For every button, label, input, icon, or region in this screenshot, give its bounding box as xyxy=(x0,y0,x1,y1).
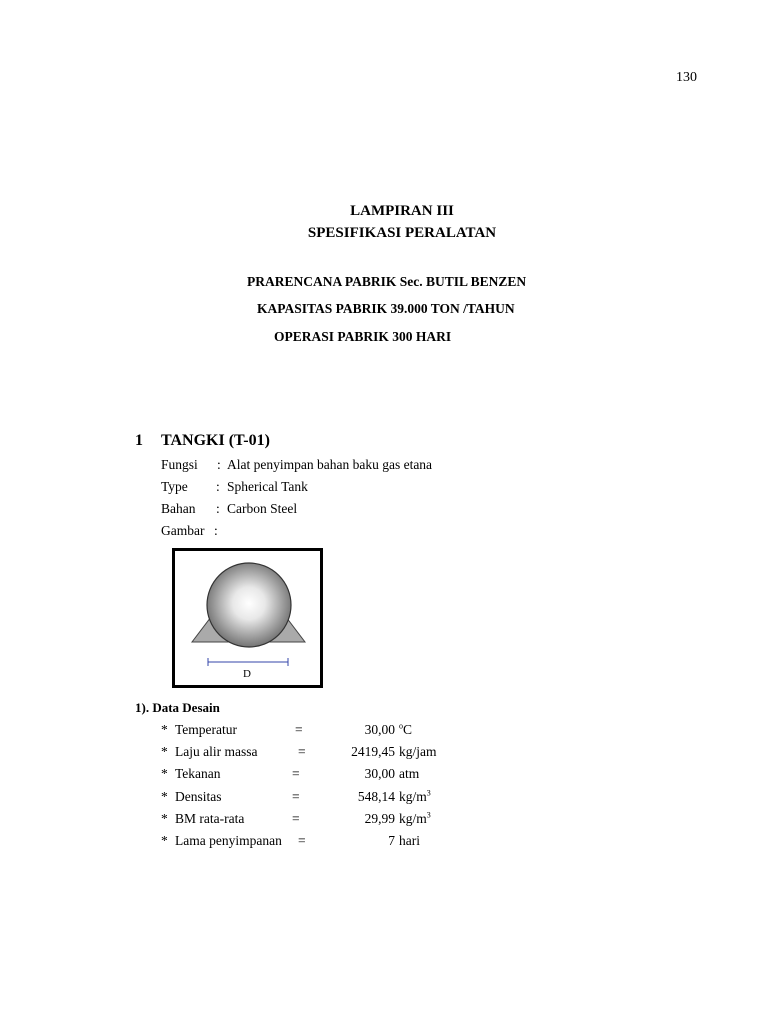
row-equals: = xyxy=(295,722,303,737)
row-unit xyxy=(399,789,431,805)
field-value: Spherical Tank xyxy=(227,479,308,494)
field-value: Carbon Steel xyxy=(227,501,298,516)
row-value: 29,99 xyxy=(364,810,395,826)
unit-superscript: 3 xyxy=(426,810,431,820)
design-data-row xyxy=(0,811,768,831)
row-bullet: * xyxy=(161,810,168,826)
appendix-subtitle: SPESIFIKASI PERALATAN xyxy=(307,225,497,241)
row-bullet: * xyxy=(161,744,168,760)
row-value: 2419,45 xyxy=(351,744,395,760)
row-name: Lama penyimpanan xyxy=(175,833,282,848)
design-data-row xyxy=(0,789,768,809)
row-bullet: * xyxy=(161,766,168,782)
unit-text: atm xyxy=(399,766,420,782)
row-equals: = xyxy=(298,833,306,848)
row-bullet: * xyxy=(161,833,168,848)
row-equals: = xyxy=(292,788,300,804)
plant-operation: OPERASI PABRIK 300 HARI xyxy=(274,329,452,344)
row-name: Tekanan xyxy=(175,766,221,782)
field-label: Type xyxy=(161,479,188,494)
field-label: Fungsi xyxy=(161,457,198,472)
field-type xyxy=(161,479,308,495)
plant-capacity: KAPASITAS PABRIK 39.000 TON /TAHUN xyxy=(257,301,515,316)
unit-text: hari xyxy=(399,833,420,848)
unit-superscript: 3 xyxy=(426,788,431,798)
unit-text: kg/jam xyxy=(399,744,437,760)
row-unit xyxy=(399,744,437,760)
field-bahan xyxy=(161,501,298,517)
design-data-row xyxy=(0,722,768,742)
tank-figure xyxy=(172,548,323,688)
row-unit xyxy=(399,766,419,782)
field-separator: : xyxy=(216,479,220,494)
page-number: 130 xyxy=(676,70,697,85)
field-separator: : xyxy=(214,523,218,538)
row-unit xyxy=(399,722,412,738)
row-name: Temperatur xyxy=(175,722,238,737)
row-value: 7 xyxy=(388,833,395,848)
design-data-row xyxy=(0,744,768,764)
unit-text: C xyxy=(403,722,413,737)
row-name: BM rata-rata xyxy=(175,810,245,826)
field-gambar xyxy=(161,523,218,539)
unit-text: kg/m xyxy=(399,810,427,826)
field-label: Bahan xyxy=(161,501,196,516)
row-value: 30,00 xyxy=(364,722,395,737)
design-data-row xyxy=(0,833,768,853)
row-value: 30,00 xyxy=(364,766,395,782)
row-bullet: * xyxy=(161,788,168,804)
dimension-label: D xyxy=(243,668,251,680)
equipment-title: TANGKI (T-01) xyxy=(161,432,270,449)
equipment-number: 1 xyxy=(135,432,143,449)
field-separator: : xyxy=(217,457,221,472)
row-equals: = xyxy=(298,744,306,760)
unit-prefix-superscript: o xyxy=(399,721,403,731)
tank-sphere xyxy=(207,563,291,647)
row-bullet: * xyxy=(161,722,168,737)
field-fungsi xyxy=(161,457,433,473)
unit-text: kg/m xyxy=(399,788,427,804)
plant-name: PRARENCANA PABRIK Sec. BUTIL BENZEN xyxy=(247,274,527,289)
row-value: 548,14 xyxy=(357,788,395,804)
row-equals: = xyxy=(292,810,300,826)
spherical-tank-drawing xyxy=(175,551,320,685)
design-data-title: 1). Data Desain xyxy=(135,700,220,715)
design-data-row xyxy=(0,766,768,786)
row-equals: = xyxy=(292,766,300,782)
row-unit xyxy=(399,811,431,827)
field-label: Gambar xyxy=(161,523,205,538)
row-name: Laju alir massa xyxy=(175,744,258,760)
row-name: Densitas xyxy=(175,788,222,804)
field-separator: : xyxy=(216,501,220,516)
appendix-title: LAMPIRAN III xyxy=(350,203,454,219)
field-value: Alat penyimpan bahan baku gas etana xyxy=(227,457,433,472)
row-unit xyxy=(399,833,420,849)
